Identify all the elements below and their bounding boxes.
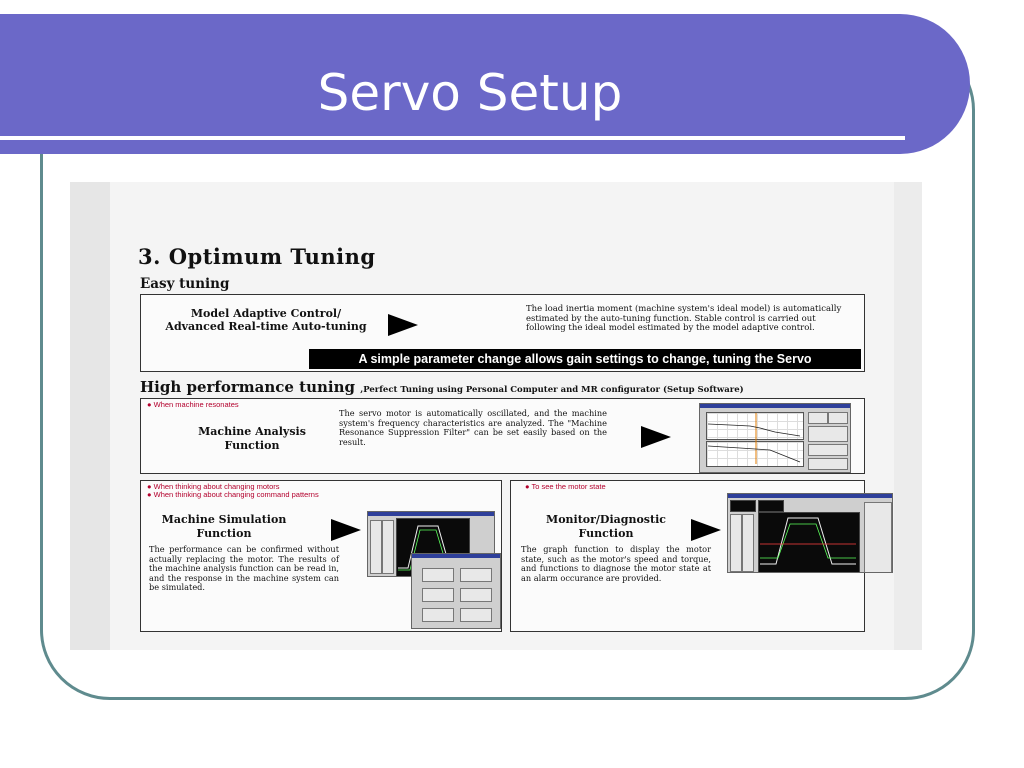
window-button [808, 412, 828, 424]
title-underline [0, 136, 905, 140]
window-panel [808, 426, 848, 442]
window-panel [808, 444, 848, 456]
monitor-function-label: Monitor/Diagnostic Function [546, 513, 666, 540]
window-titlebar [412, 554, 501, 558]
high-performance-title: High performance tuning [140, 378, 356, 396]
machine-simulation-box [140, 480, 502, 632]
document-page [70, 182, 922, 650]
page-right-margin [894, 182, 922, 650]
window-panel [460, 588, 492, 602]
monitor-description: The graph function to display the motor state, such as the motor's speed and torque, and functions to diagnose the motor state at an alarm occurance are provided. [521, 544, 711, 583]
high-performance-subtitle: ,Perfect Tuning using Personal Computer and MR configurator (Setup Software) [360, 385, 744, 395]
simulation-settings-screenshot [411, 553, 501, 629]
arrow-icon [388, 314, 418, 336]
title-bar [0, 14, 970, 154]
window-panel [460, 568, 492, 582]
simulation-note-1: ● When thinking about changing motors [147, 482, 280, 491]
window-button [828, 412, 848, 424]
simulation-note-2: ● When thinking about changing command patterns [147, 490, 319, 499]
arrow-icon [331, 519, 361, 541]
high-performance-heading [140, 378, 744, 396]
window-panel [864, 502, 892, 573]
easy-tuning-heading: Easy tuning [140, 276, 230, 292]
monitor-diagnostic-box [510, 480, 865, 632]
window-panel [808, 458, 848, 470]
arrow-icon [691, 519, 721, 541]
page-left-margin [70, 182, 110, 650]
analysis-software-screenshot [699, 403, 851, 473]
simulation-description: The performance can be confirmed without actually replacing the motor. The results of the machine analysis function can be read in, and the response in the machine system can be simulated. [149, 544, 339, 592]
monitor-note: ● To see the motor state [525, 482, 606, 491]
simulation-function-label: Machine Simulation Function [161, 513, 287, 540]
analysis-function-label: Machine Analysis Function [198, 425, 306, 452]
window-panel [460, 608, 492, 622]
monitor-graph-screenshot [727, 493, 893, 573]
easy-tuning-box [140, 294, 865, 372]
section-title: 3. Optimum Tuning [138, 244, 376, 269]
window-panel [422, 608, 454, 622]
window-panel [422, 588, 454, 602]
easy-tuning-banner: A simple parameter change allows gain settings to change, tuning the Servo [309, 349, 861, 369]
easy-tuning-function-label: Model Adaptive Control/ Advanced Real-time Auto-tuning [165, 307, 367, 333]
easy-tuning-description: The load inertia moment (machine system's ideal model) is automatically estimated by the auto-tuning function. Stable control is carried out following the ideal model estimated by the model adaptive control. [526, 304, 842, 333]
analysis-description: The servo motor is automatically oscillated, and the machine system's frequency characteristics are analyzed. The "Machine Resonance Suppression Filter" can be set easily based on the result. [339, 408, 607, 447]
slide-title: Servo Setup [317, 64, 623, 122]
arrow-icon [641, 426, 671, 448]
machine-analysis-box [140, 398, 865, 474]
window-panel [422, 568, 454, 582]
analysis-note: ● When machine resonates [147, 400, 239, 409]
